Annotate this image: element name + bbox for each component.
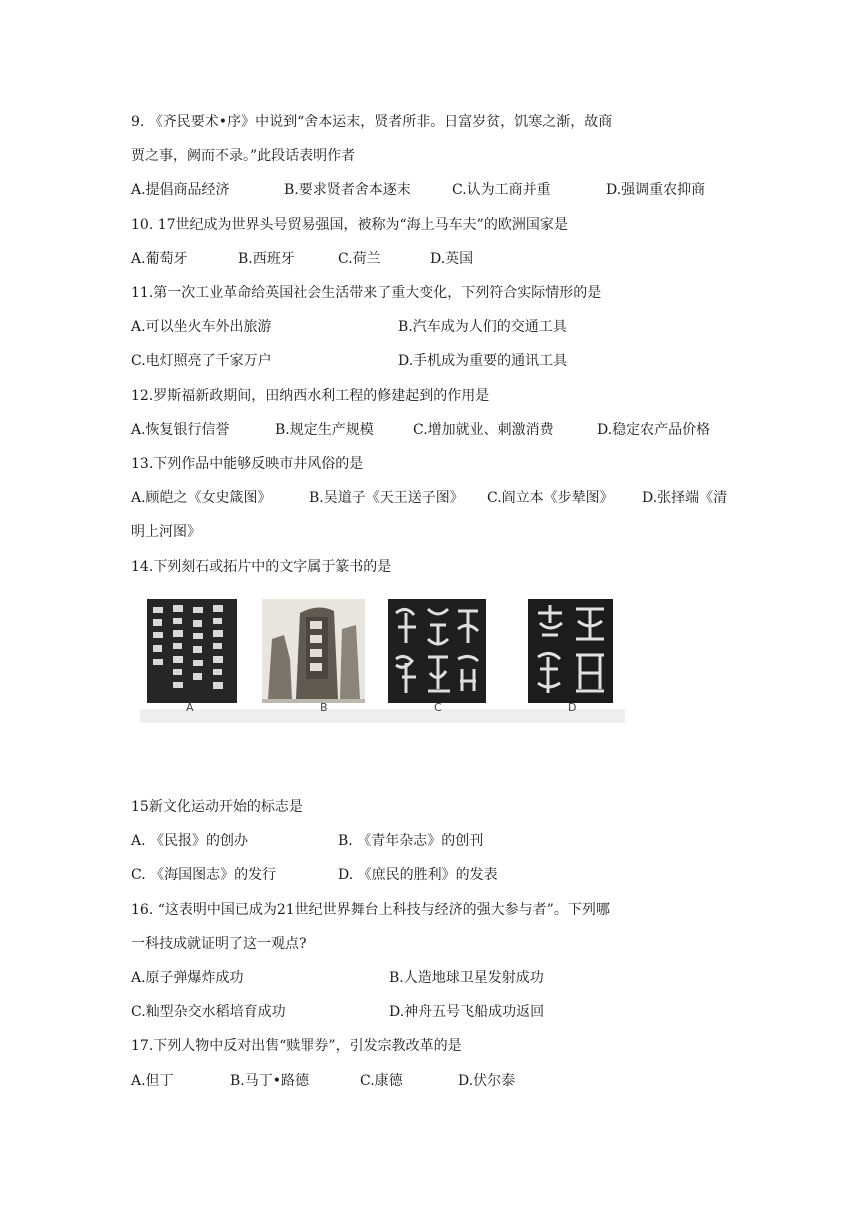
q12-stem: 12.罗斯福新政期间，田纳西水利工程的修建起到的作用是	[131, 388, 490, 404]
stele-b-image	[262, 599, 365, 703]
q15-option-a: A. 《民报》的创办	[131, 833, 249, 849]
q17-option-d: D.伏尔泰	[458, 1073, 516, 1089]
q10-option-c: C.荷兰	[338, 251, 381, 267]
q17-option-c: C.康德	[360, 1073, 403, 1089]
q9-option-c: C.认为工商并重	[452, 182, 551, 198]
q15-option-b: B. 《青年杂志》的创刊	[338, 833, 484, 849]
rubbing-c-image	[388, 599, 486, 703]
q16-option-b: B.人造地球卫星发射成功	[389, 970, 544, 986]
q13-stem: 13.下列作品中能够反映市井风俗的是	[131, 456, 364, 472]
q17-option-a: A.但丁	[131, 1073, 174, 1089]
q9-option-a: A.提倡商品经济	[131, 182, 230, 198]
q11-option-d: D.手机成为重要的通讯工具	[398, 353, 568, 369]
q16-option-d: D.神舟五号飞船成功返回	[389, 1004, 545, 1020]
q9-stem-line2: 贾之事，阙而不录。”此段话表明作者	[131, 148, 356, 164]
q11-stem: 11.第一次工业革命给英国社会生活带来了重大变化，下列符合实际情形的是	[131, 285, 602, 301]
q16-option-a: A.原子弹爆炸成功	[131, 970, 244, 986]
q9-stem-line1: 9. 《齐民要术•序》中说到“舍本运末，贤者所非。日富岁贫，饥寒之渐，故商	[131, 114, 613, 130]
q14-figure	[140, 593, 625, 723]
q16-stem-line2: 一科技成就证明了这一观点?	[131, 936, 307, 952]
q12-option-b: B.规定生产规模	[275, 422, 374, 438]
q10-option-a: A.葡萄牙	[131, 251, 188, 267]
q13-option-a: A.顾皑之《女史箴图》	[131, 490, 272, 506]
q9-option-b: B.要求贤者舍本逐末	[284, 182, 411, 198]
q14-stem: 14.下列刻石或拓片中的文字属于篆书的是	[131, 559, 392, 575]
rubbing-d-image	[528, 599, 613, 703]
figure-scan-band	[140, 709, 625, 723]
caption-b: B	[320, 701, 328, 714]
q10-option-b: B.西班牙	[238, 251, 295, 267]
q17-option-b: B.马丁•路德	[230, 1073, 309, 1089]
q17-stem: 17.下列人物中反对出售“赎罪券”，引发宗教改革的是	[131, 1038, 462, 1054]
rubbing-a-image	[147, 599, 237, 703]
caption-a: A	[186, 701, 194, 714]
q11-option-c: C.电灯照亮了千家万户	[131, 353, 272, 369]
q12-option-c: C.增加就业、刺激消费	[413, 422, 554, 438]
q13-option-d: D.张择端《清	[642, 490, 728, 506]
caption-d: D	[568, 701, 577, 714]
q9-option-d: D.强调重农抑商	[606, 182, 706, 198]
q15-option-c: C. 《海国图志》的发行	[131, 867, 277, 883]
q16-stem-line1: 16. “这表明中国已成为21世纪世界舞台上科技与经济的强大参与者”。下列哪	[131, 902, 610, 918]
q11-option-a: A.可以坐火车外出旅游	[131, 319, 272, 335]
q15-stem: 15新文化运动开始的标志是	[131, 799, 303, 815]
q10-option-d: D.英国	[430, 251, 474, 267]
q10-stem: 10. 17世纪成为世界头号贸易强国，被称为“海上马车夫”的欧洲国家是	[131, 217, 568, 233]
q11-option-b: B.汽车成为人们的交通工具	[398, 319, 567, 335]
q16-option-c: C.籼型杂交水稻培育成功	[131, 1004, 286, 1020]
q13-option-b: B.吴道子《天王送子图》	[309, 490, 464, 506]
q13-option-c: C.阎立本《步辇图》	[487, 490, 614, 506]
q13-option-d-continued: 明上河图》	[131, 524, 201, 540]
q15-option-d: D. 《庶民的胜利》的发表	[338, 867, 498, 883]
q12-option-a: A.恢复银行信誉	[131, 422, 230, 438]
caption-c: C	[434, 701, 442, 714]
q12-option-d: D.稳定农产品价格	[597, 422, 711, 438]
